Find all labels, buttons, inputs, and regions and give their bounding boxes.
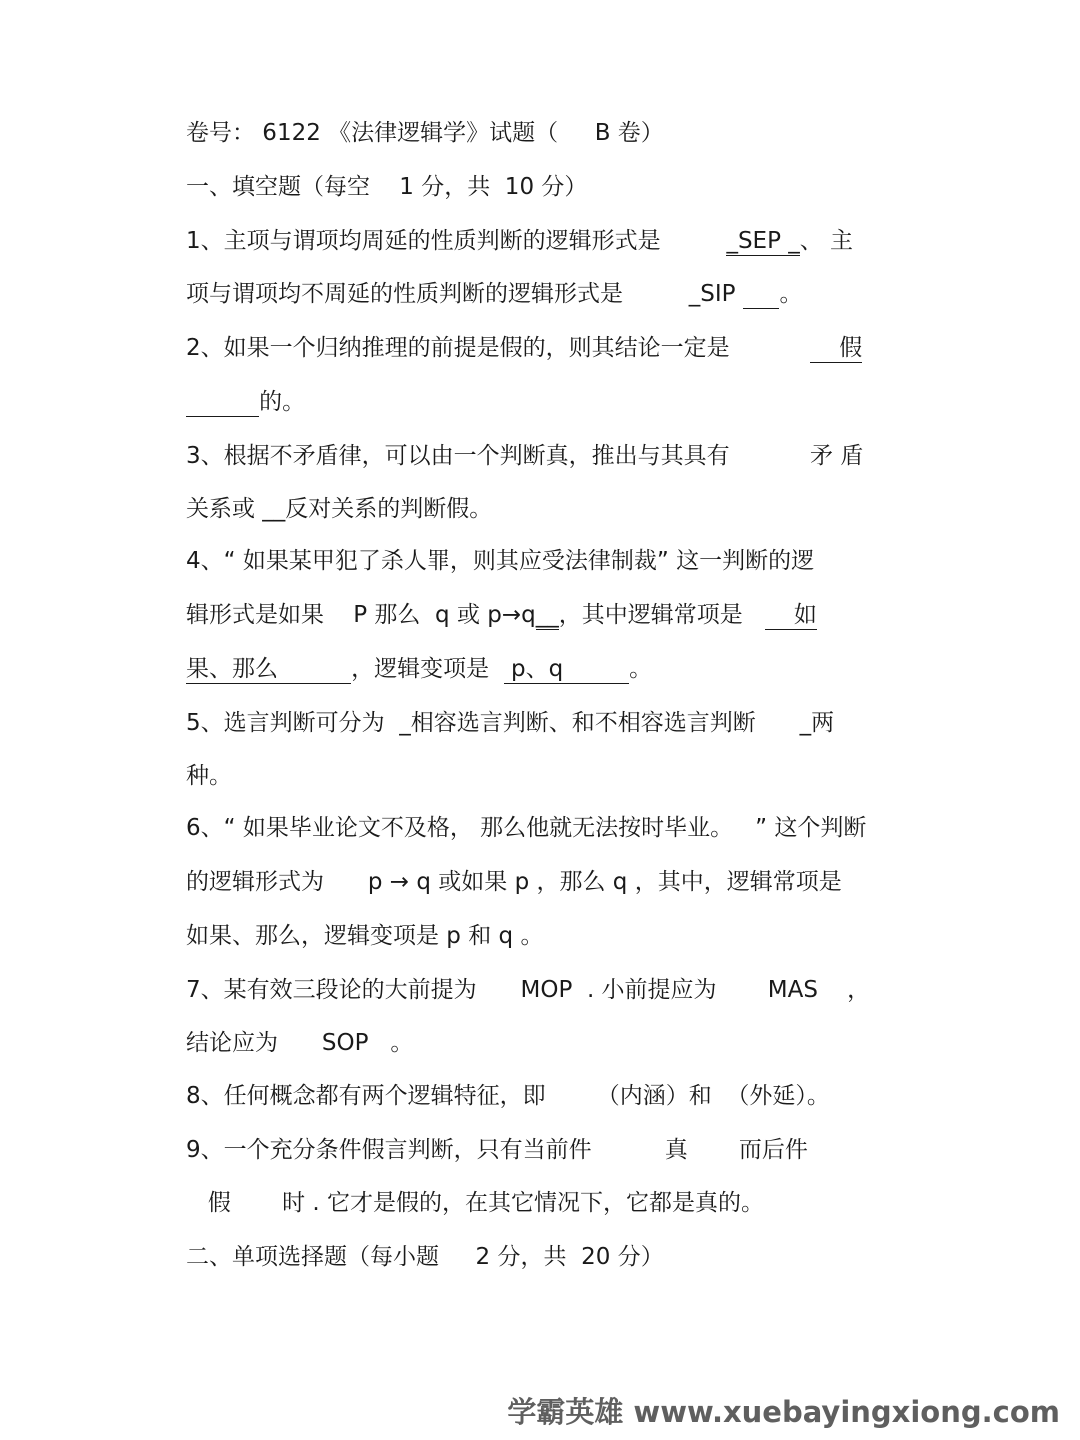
question-5-line-2: 种。 [186, 763, 232, 789]
question-3-line-2: 关系或 __反对关系的判断假。 [186, 496, 493, 522]
q4-answer-constant: 如 [764, 602, 817, 628]
question-7-line-2: 结论应为 SOP 。 [186, 1030, 414, 1056]
question-8-line-1: 8、任何概念都有两个逻辑特征，即 （内涵）和 （外延）。 [186, 1083, 830, 1109]
q2-prefix: 2、如果一个归纳推理的前提是假的，则其结论一定是 [186, 335, 811, 361]
section-title-fill-in: 一、填空题（每空 1 分，共 10 分） [186, 174, 588, 200]
q4-line2-prefix: 辑形式是如果 P 那么 q 或 p→q [186, 602, 536, 628]
q2-end: 的。 [259, 389, 306, 415]
question-4-line-3 [186, 654, 652, 684]
question-2-line-1 [186, 333, 862, 363]
site-watermark: 学霸英雄 www.xuebayingxiong.com [507, 1395, 1060, 1429]
question-4-line-1: 4、“ 如果某甲犯了杀人罪，则其应受法律制裁” 这一判断的逻 [186, 548, 815, 574]
q4-line3-end: 。 [629, 656, 653, 682]
q1-prefix: 1、主项与谓项均周延的性质判断的逻辑形式是 [186, 228, 727, 254]
q1-mid: 、 主 [799, 228, 854, 254]
q1-answer-1: _SEP _ [726, 228, 800, 254]
section-title-single-choice: 二、单项选择题（每小题 2 分，共 20 分） [186, 1244, 664, 1270]
q4-answer-variable: p、q [503, 656, 630, 682]
q4-line2-mid: ，其中逻辑常项是 [558, 602, 765, 628]
question-6-line-1: 6、“ 如果毕业论文不及格， 那么他就无法按时毕业。 ” 这个判断 [186, 815, 867, 841]
q4-line3-mid: ，逻辑变项是 [351, 656, 504, 682]
question-9-line-1: 9、一个充分条件假言判断，只有当前件 真 而后件 [186, 1137, 808, 1163]
question-1-line-1 [186, 226, 853, 256]
question-6-line-2: 的逻辑形式为 p → q 或如果 p ，那么 q ，其中，逻辑常项是 [186, 869, 842, 895]
question-9-line-2: 假 时 . 它才是假的，在其它情况下，它都是真的。 [186, 1190, 765, 1216]
question-5-line-1: 5、选言判断可分为 _相容选言判断、和不相容选言判断 _两 [186, 710, 835, 736]
question-2-line-2 [186, 387, 305, 417]
question-1-line-2 [186, 279, 802, 309]
q2-blank [186, 389, 259, 417]
q1-end: 。 [779, 281, 803, 307]
question-6-line-3: 如果、那么，逻辑变项是 p 和 q 。 [186, 923, 544, 949]
q1-blank-2 [743, 281, 780, 309]
q4-answer-constant-cont: 果、那么 [186, 656, 352, 682]
question-3-line-1: 3、根据不矛盾律，可以由一个判断真，推出与其具有 矛 盾 [186, 443, 864, 469]
q1-line2-text: 项与谓项均不周延的性质判断的逻辑形式是 _SIP [186, 281, 743, 307]
exam-header: 卷号： 6122 《法律逻辑学》试题（ B 卷） [186, 120, 664, 146]
q2-answer: 假 [810, 335, 863, 361]
q4-blank: __ [535, 602, 559, 628]
question-4-line-2 [186, 600, 817, 630]
question-7-line-1: 7、某有效三段论的大前提为 MOP . 小前提应为 MAS ， [186, 977, 871, 1003]
